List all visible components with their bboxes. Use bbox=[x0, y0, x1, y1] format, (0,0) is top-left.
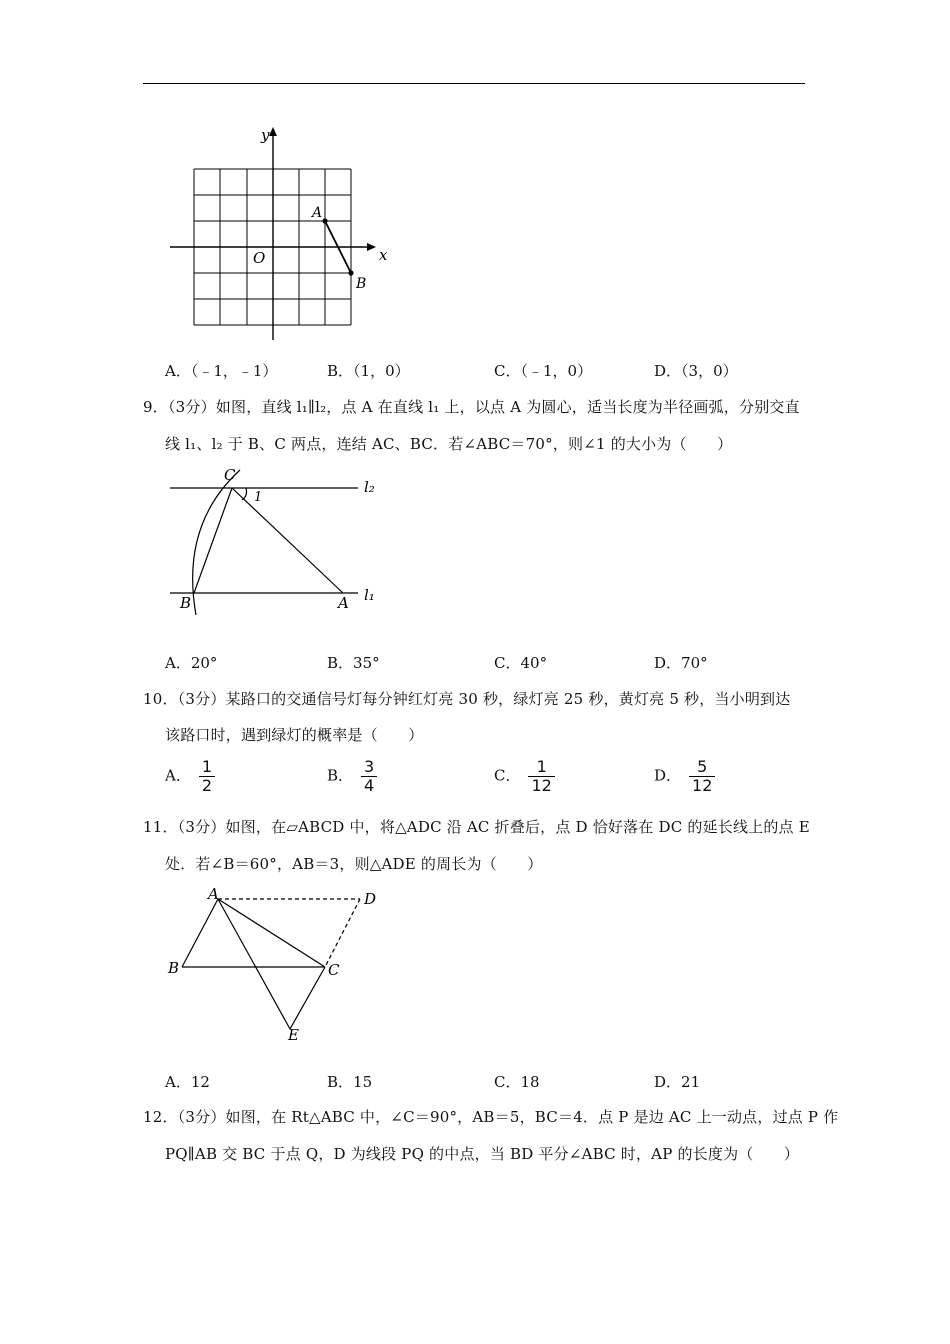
line-l2-label: l₂ bbox=[364, 478, 375, 496]
q11-option-a[interactable]: A．12 bbox=[165, 1073, 210, 1091]
denominator: 4 bbox=[364, 776, 375, 795]
fraction bbox=[361, 758, 377, 795]
q9-option-c[interactable]: C．40° bbox=[494, 654, 548, 672]
point-a-label: A bbox=[338, 594, 349, 612]
numerator: 1 bbox=[528, 758, 554, 777]
option-letter: C． bbox=[494, 766, 521, 785]
line-l1-label: l₁ bbox=[364, 586, 375, 604]
q9-stem-line-1: 9．（3分）如图，直线 l₁∥l₂，点 A 在直线 l₁ 上，以点 A 为圆心，适当长度为半径画弧，分别交直 bbox=[143, 398, 800, 416]
point-b-label: B bbox=[356, 276, 367, 292]
point-b-label: B bbox=[168, 959, 180, 977]
numerator: 3 bbox=[361, 758, 377, 777]
numerator: 5 bbox=[689, 758, 715, 777]
point-d-label: D bbox=[364, 890, 377, 908]
q11-option-b[interactable]: B．15 bbox=[327, 1073, 373, 1091]
origin-label: O bbox=[253, 249, 266, 267]
q10-stem-line-1: 10．（3分）某路口的交通信号灯每分钟红灯亮 30 秒，绿灯亮 25 秒，黄灯亮 5 秒，当小明到达 bbox=[143, 690, 791, 708]
q10-option-a[interactable] bbox=[165, 758, 215, 795]
header-rule bbox=[143, 83, 805, 84]
q10-option-c[interactable] bbox=[494, 758, 555, 795]
fraction bbox=[199, 758, 215, 795]
point-a-label: A bbox=[208, 885, 219, 903]
q12-stem-line-2: PQ∥AB 交 BC 于点 Q，D 为线段 PQ 的中点，当 BD 平分∠ABC 时，AP 的长度为（ ） bbox=[165, 1145, 800, 1163]
q11-stem-line-2: 处．若∠B＝60°，AB＝3，则△ADE 的周长为（ ） bbox=[165, 855, 543, 873]
option-letter: B． bbox=[327, 766, 354, 785]
denominator: 2 bbox=[201, 776, 213, 795]
q11-parallelogram-figure bbox=[160, 880, 400, 1050]
q9-stem-line-2: 线 l₁、l₂ 于 B、C 两点，连结 AC、BC．若∠ABC＝70°，则∠1 的大小为（ ） bbox=[165, 435, 733, 453]
q10-option-b[interactable] bbox=[327, 758, 377, 795]
q8-option-c[interactable]: C．（﹣1，0） bbox=[494, 362, 593, 380]
point-c-label: C bbox=[224, 466, 236, 484]
q9-option-a[interactable]: A．20° bbox=[165, 654, 218, 672]
denominator: 12 bbox=[531, 776, 552, 795]
q8-option-a[interactable]: A．（﹣1，﹣1） bbox=[165, 362, 278, 380]
q11-option-d[interactable]: D．21 bbox=[654, 1073, 701, 1091]
fraction bbox=[689, 758, 715, 795]
q8-option-b[interactable]: B．（1，0） bbox=[327, 362, 410, 380]
point-c-label: C bbox=[328, 961, 340, 979]
q11-stem-line-1: 11．（3分）如图，在▱ABCD 中，将△ADC 沿 AC 折叠后，点 D 恰好落在 DC 的延长线上的点 E bbox=[143, 818, 810, 836]
angle-1-label: 1 bbox=[254, 490, 263, 505]
denominator: 12 bbox=[692, 776, 713, 795]
fraction bbox=[528, 758, 554, 795]
q9-option-b[interactable]: B．35° bbox=[327, 654, 380, 672]
q9-option-d[interactable]: D．70° bbox=[654, 654, 708, 672]
numerator: 1 bbox=[199, 758, 215, 777]
q10-stem-line-2: 该路口时，遇到绿灯的概率是（ ） bbox=[165, 726, 424, 744]
y-axis-label: y bbox=[261, 126, 270, 144]
point-e-label: E bbox=[288, 1026, 299, 1044]
option-letter: D． bbox=[654, 766, 682, 785]
point-b-label: B bbox=[180, 594, 192, 612]
q12-stem-line-1: 12．（3分）如图，在 Rt△ABC 中，∠C＝90°，AB＝5，BC＝4．点 P 是边 AC 上一动点，过点 P 作 bbox=[143, 1108, 839, 1126]
q9-parallel-lines-figure bbox=[160, 460, 400, 620]
point-a-label: A bbox=[312, 205, 323, 221]
option-letter: A． bbox=[165, 766, 191, 785]
q11-option-c[interactable]: C．18 bbox=[494, 1073, 540, 1091]
q10-option-d[interactable] bbox=[654, 758, 715, 795]
q8-coordinate-grid-figure bbox=[160, 120, 390, 345]
q8-option-d[interactable]: D．（3，0） bbox=[654, 362, 738, 380]
x-axis-label: x bbox=[379, 246, 388, 264]
